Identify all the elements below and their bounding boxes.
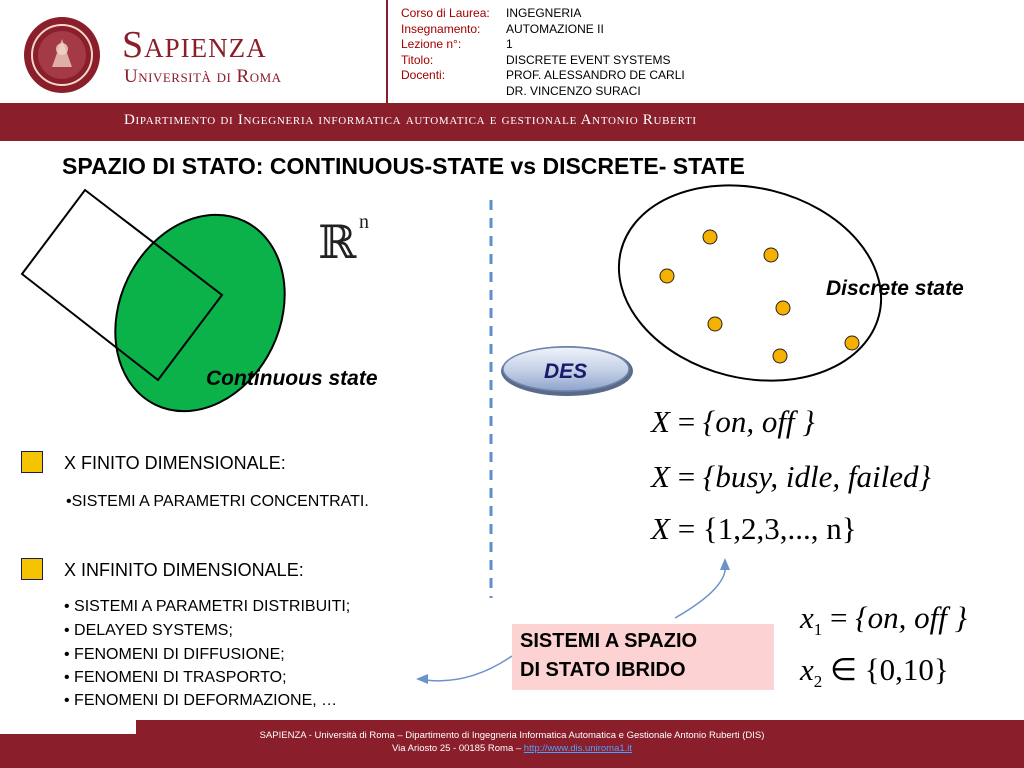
- info-value: PROF. ALESSANDRO DE CARLI: [506, 68, 685, 82]
- infinite-dim-heading: X INFINITO DIMENSIONALE:: [64, 560, 304, 580]
- info-label: Docenti:: [401, 68, 446, 82]
- state-dot: [845, 336, 859, 350]
- formula-var: X: [651, 511, 670, 546]
- info-label: Lezione n°:: [401, 37, 462, 51]
- formula-subscript: 1: [813, 620, 823, 640]
- info-label: Titolo:: [401, 52, 434, 67]
- des-button-label: DES: [544, 360, 588, 383]
- department-name: Dipartimento di Ingegneria informatica automatica e gestionale Antonio Ruberti: [124, 112, 697, 128]
- infinite-dim-item: • FENOMENI DI TRASPORTO;: [64, 669, 287, 686]
- info-row: [401, 37, 685, 53]
- state-dot: [764, 248, 778, 262]
- bullet-square-icon: [21, 558, 43, 580]
- hybrid-line: SISTEMI A SPAZIO: [520, 630, 698, 652]
- footer-address-line2: [0, 743, 1024, 754]
- info-row: [401, 68, 685, 84]
- infinite-dim-item: • FENOMENI DI DEFORMAZIONE, …: [64, 692, 338, 709]
- formula-on-off: [651, 404, 815, 440]
- arrow-to-list: [425, 656, 512, 681]
- slide-title: SPAZIO DI STATO: CONTINUOUS-STATE vs DISCRETE- STATE: [62, 153, 745, 179]
- logo-subtitle: Università di Roma: [124, 66, 282, 87]
- info-value: AUTOMAZIONE II: [506, 21, 604, 36]
- info-value: 1: [506, 37, 513, 51]
- info-value: DISCRETE EVENT SYSTEMS: [506, 52, 671, 67]
- info-label: Insegnamento:: [401, 21, 481, 36]
- formula-set: {1,2,3,..., n}: [702, 511, 857, 546]
- state-dot: [660, 269, 674, 283]
- infinite-dim-item: • SISTEMI A PARAMETRI DISTRIBUITI;: [64, 598, 351, 615]
- infinite-dim-item: • DELAYED SYSTEMS;: [64, 622, 233, 639]
- info-value: DR. VINCENZO SURACI: [506, 83, 641, 98]
- hybrid-state-label: [520, 627, 697, 685]
- real-space-symbol: ℝ: [318, 215, 357, 269]
- sapienza-seal-icon: [22, 15, 102, 95]
- footer-link[interactable]: http://www.dis.uniroma1.it: [523, 743, 633, 754]
- arrow-to-formula: [675, 564, 725, 618]
- course-info: [401, 6, 685, 99]
- info-row: [401, 53, 685, 69]
- formula-eq: =: [677, 511, 696, 546]
- info-row: [401, 22, 685, 38]
- bullet-square-icon: [21, 451, 43, 473]
- state-dot: [703, 230, 717, 244]
- formula-x1: [800, 600, 967, 640]
- continuous-state-label: Continuous state: [206, 367, 378, 390]
- formula-integers: [651, 511, 857, 547]
- finite-dim-heading: X FINITO DIMENSIONALE:: [64, 453, 286, 473]
- formula-busy-idle-failed: [651, 459, 931, 495]
- header-divider: [386, 0, 388, 103]
- info-label: [401, 84, 506, 100]
- formula-subscript: 2: [813, 672, 823, 692]
- info-label: Corso di Laurea:: [401, 6, 490, 20]
- finite-dim-item: •SISTEMI A PARAMETRI CONCENTRATI.: [66, 493, 369, 510]
- continuous-state-ellipse: [83, 186, 316, 439]
- real-space-exponent: n: [359, 211, 369, 233]
- state-dot: [773, 349, 787, 363]
- formula-eq: =: [677, 404, 696, 439]
- discrete-state-label: Discrete state: [826, 277, 964, 300]
- formula-eq: =: [677, 459, 696, 494]
- formula-set: {busy, idle, failed}: [702, 459, 931, 494]
- info-value: INGEGNERIA: [506, 6, 582, 20]
- logo-wordmark: Sapienza: [122, 24, 267, 66]
- info-row: [401, 6, 685, 22]
- formula-set: {on, off }: [702, 404, 815, 439]
- footer-address: Via Ariosto 25 - 00185 Roma –: [391, 743, 524, 754]
- infinite-dim-item: • FENOMENI DI DIFFUSIONE;: [64, 646, 285, 663]
- formula-var: x: [800, 652, 814, 687]
- footer-address-line1: SAPIENZA - Università di Roma – Dipartimento di Ingegneria Informatica Automatica e Gestionale Antonio Ruberti (DIS): [259, 730, 765, 741]
- formula-var: x: [800, 600, 814, 635]
- arrow-head-icon: [416, 674, 428, 684]
- logo-area: [0, 0, 386, 103]
- formula-var: X: [651, 459, 670, 494]
- state-dot: [776, 301, 790, 315]
- hybrid-line: DI STATO IBRIDO: [520, 659, 686, 681]
- arrow-head-icon: [720, 558, 730, 570]
- formula-eq: ∈: [830, 652, 858, 687]
- formula-var: X: [651, 404, 670, 439]
- state-dot: [708, 317, 722, 331]
- info-row: [401, 84, 685, 100]
- formula-x2: [800, 652, 949, 692]
- formula-set: {0,10}: [864, 652, 949, 687]
- formula-eq: =: [830, 600, 848, 635]
- formula-set: {on, off }: [855, 600, 968, 635]
